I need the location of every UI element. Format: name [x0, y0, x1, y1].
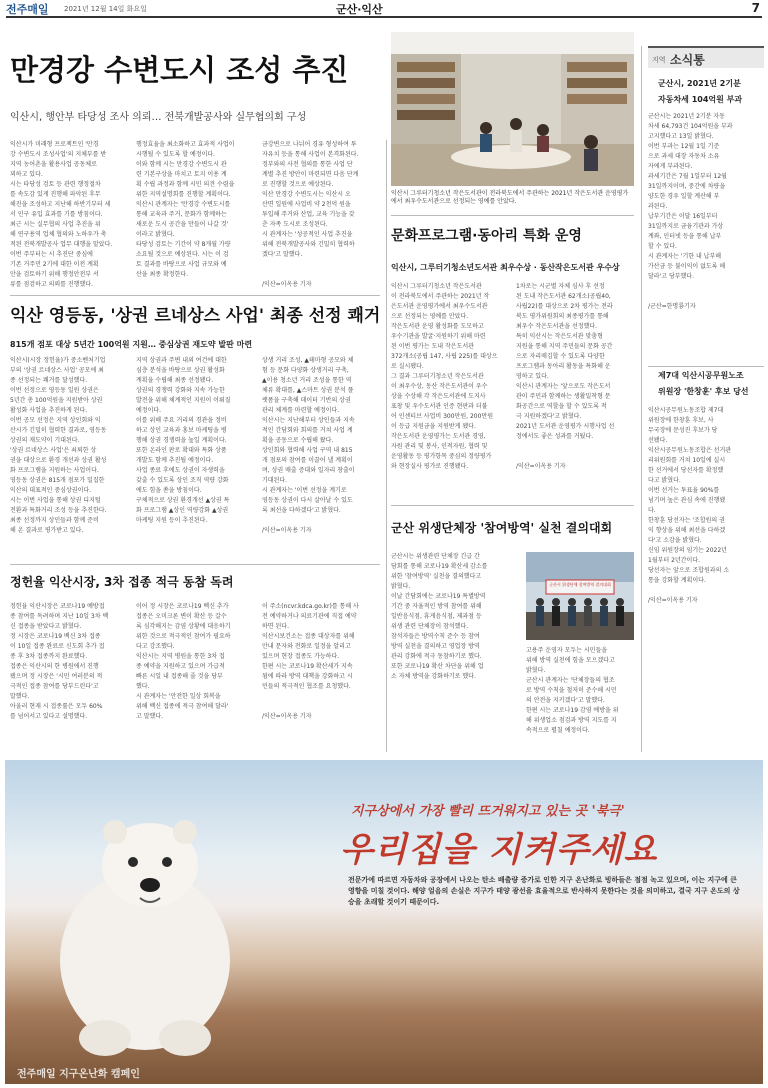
- text-line: 익산시가 미래형 프로젝트인 '만경: [10, 141, 99, 148]
- text-line: 위한 '참여방역' 실천을 결의했다고: [391, 573, 482, 580]
- text-line: 익산시공무원노동조합 제7대: [648, 407, 724, 414]
- text-line: 표창 및 우수도서관 인증 현판과 더불: [391, 403, 488, 410]
- text-line: 일반음식점, 휴게음식점, 제과점 등: [391, 613, 482, 620]
- text-line: 이 전라북도에서 주관하는 2021년 작: [391, 293, 490, 300]
- text-line: 했다.: [136, 683, 150, 690]
- article1-col3: [262, 140, 377, 290]
- text-line: 익산시 관계자는 '만경강 수변도시를: [136, 201, 231, 208]
- text-line: 선됐다.: [648, 437, 668, 444]
- article3-col3: [262, 602, 377, 752]
- text-line: 우수기관을 발굴·지원하기 위해 마련: [391, 333, 486, 340]
- gunsan-photo-image: [526, 552, 634, 640]
- ad-tagline: 지구상에서 가장 빨리 뜨거워지고 있는 곳 '북극': [351, 804, 625, 819]
- text-line: 양도한 경우 일할 계산해 부: [648, 193, 720, 200]
- text-line: 말했다.: [10, 693, 30, 700]
- text-line: 획을 공동으로 수립해 왔다.: [262, 437, 334, 444]
- text-line: 전환과 특화거리 조성 등을 추진한다.: [10, 507, 107, 514]
- text-line: 한편 시는 코로나19 확산세가 지속: [262, 663, 353, 670]
- text-line: 이를 위해 주요 거리의 경관을 정비: [136, 417, 227, 424]
- text-line: 이번 부과는 12월 1일 기준: [648, 143, 720, 150]
- text-line: 익산 만경강 수변도시는 익산시 오: [262, 191, 351, 198]
- text-line: 다고 밝혔다.: [648, 477, 681, 484]
- text-line: 이어 정 시장은 코로나19 백신 추가: [136, 603, 229, 610]
- text-line: 예정이다.: [136, 407, 162, 414]
- text-line: 군산시는 2021년 2기분 자동: [648, 113, 725, 120]
- text-line: 화 프로그램을 지원하는 사업이다.: [10, 467, 99, 474]
- text-line: 기간 중 자율적인 방역 참여를 위해: [391, 603, 482, 610]
- text-line: [526, 736, 634, 746]
- text-line: 금강변으로 나뉘어 경유 형성하여 투: [262, 141, 357, 148]
- text-line: 투입해 주거와 산업, 교육 기능을 갖: [262, 211, 355, 218]
- article2-subhead: 815개 점포 대상 5년간 100억원 지원… 중심상권 재도약 발판 마련: [10, 340, 253, 349]
- text-line: 민들의 적극적인 협조를 요청했다.: [262, 683, 351, 690]
- text-line: 됐으며 정 시장은 '시민 여러분의 적: [10, 673, 103, 680]
- text-line: 고용주 운영자 모두는 시민들을: [526, 647, 608, 654]
- text-line: 로 진행할 것으로 예상된다.: [262, 181, 334, 188]
- text-line: 화 프로그램 ▲상인 역량강화 ▲상권: [136, 507, 229, 514]
- text-line: 전 예약하거나 의료기관에 직접 예약: [262, 613, 357, 620]
- text-line: 으로 선정되는 영예를 안았다.: [391, 313, 469, 320]
- gunsan-headline: 군산 위생단체장 '참여방역' 실천 결의대회: [391, 521, 613, 535]
- text-line: 자유치 등을 통해 사업이 본격화된다.: [262, 151, 359, 158]
- text-line: 한창훈 당선자는 '조합원의 권: [648, 517, 725, 524]
- text-line: 안내 문자와 전화로 일정을 알리고: [262, 643, 351, 650]
- article3-col2: [136, 602, 251, 752]
- text-line: 자원 관리 및 봉사, 인적자원, 협력 및: [391, 443, 488, 450]
- text-line: 이와 함께 시는 만경강 수변도시 관: [136, 161, 227, 168]
- text-line: 통해 교육과 주거, 문화가 함께하는: [136, 211, 227, 218]
- page-number: 7: [751, 1, 760, 15]
- text-line: 1차로는 시군별 자체 심사 후 선정: [516, 283, 605, 290]
- text-line: 상생 거리 조성, ▲테마형 공모와 체: [262, 357, 354, 364]
- text-line: 한편 시는 코로나19 감염 예방을 위: [526, 707, 619, 714]
- text-line: 위한 지역설명회를 진행할 계획이다.: [136, 191, 231, 198]
- text-line: 이라고 밝혔다.: [136, 231, 175, 238]
- library-photo: [391, 32, 634, 186]
- text-line: 계좌, 인터넷 등을 통해 납부: [648, 233, 722, 240]
- sidebar-title: 소식통: [670, 53, 705, 67]
- gunsan-col1: [391, 552, 519, 752]
- article2-col3: [262, 356, 377, 556]
- text-line: 밝혔다.: [391, 583, 411, 590]
- text-line: 와 현장실사 평가로 진행됐다.: [391, 463, 469, 470]
- text-line: 권을 대상으로 환경 개선과 상권 활성: [10, 457, 107, 464]
- text-line: 익산시는 지역 병원을 통한 3차 접: [136, 653, 225, 660]
- text-line: 관리 강화에 적극 동참하기로 했다.: [391, 653, 482, 660]
- text-line: 상권의 경쟁력 강화와 지속 가능한: [136, 387, 225, 394]
- text-line: 31일까지로 금융기관과 가상: [648, 223, 724, 230]
- divider: [391, 215, 634, 216]
- text-line: [136, 280, 251, 290]
- article2-headline: 익산 영등동, '상권 르네상스 사업' 최종 선정 쾌거: [10, 306, 381, 326]
- text-line: 정 시장은 코로나19 백신 3차 접종: [10, 633, 101, 640]
- text-line: [262, 270, 377, 280]
- text-line: 익산시공무원노동조합은 선거관: [648, 447, 732, 454]
- text-line: 의 안전을 지키겠다'고 말했다.: [526, 697, 605, 704]
- sidebar-label: 지역: [652, 56, 666, 64]
- text-line: 익산시 그루터기청소년 작은도서관: [391, 283, 482, 290]
- sidebar-item2-title-line: 제7대 익산시공무원노조: [658, 371, 744, 380]
- sidebar-news: [648, 46, 764, 758]
- text-line: 북도 평가위원회의 최종평가를 통해: [516, 313, 609, 320]
- text-line: [262, 702, 377, 712]
- text-line: 심층 분석을 바탕으로 상권 활성화: [136, 367, 225, 374]
- text-line: [516, 442, 634, 452]
- divider: [391, 505, 634, 506]
- sidebar-item1-title: [658, 76, 764, 108]
- sidebar-item2-body: [648, 406, 764, 616]
- text-line: 밝혔다.: [526, 667, 546, 674]
- sidebar-item2-title: [658, 368, 764, 400]
- library-photo-image: [391, 32, 634, 186]
- text-line: 자에게 부과된다.: [648, 163, 693, 170]
- text-line: [648, 282, 764, 292]
- text-line: 익산시는 지난해부터 상인들과 지속: [262, 417, 355, 424]
- text-line: 31일까지이며, 중간에 차량을: [648, 183, 726, 190]
- article1-headline: 만경강 수변도시 조성 추진: [10, 53, 349, 87]
- text-line: 시 관계자는 '성공적인 사업 추진을: [262, 231, 353, 238]
- text-line: 구체적으로 상권 환경개선 ▲상권 특: [136, 497, 230, 504]
- text-line: 행정효율을 최소화하고 효과적 사업이: [136, 141, 235, 148]
- culture-subhead: 익산시, 그루터기청소년도서관 최우수상 · 동산작은도서관 우수상: [391, 263, 620, 272]
- gunsan-photo-banner: 군산시 위생단체 참여방역 결의대회: [549, 582, 611, 587]
- text-line: 익산시 관계자는 '앞으로도 작은도서: [516, 383, 611, 390]
- culture-col1: [391, 282, 509, 482]
- text-line: 류를 점검하고 의뢰를 진행했다.: [10, 281, 93, 288]
- article1-col1: [10, 140, 125, 290]
- text-line: 영등동 상권이 다시 살아날 수 있도: [262, 497, 353, 504]
- text-line: 작은도서관 운영 활성화를 도모하고: [391, 323, 484, 330]
- text-line: 종 참여를 독려하며 지난 10일 3차 백: [10, 613, 109, 620]
- text-line: 신 접종을 받았다고 밝혔다.: [10, 623, 82, 630]
- text-line: 한 선거에서 당선자를 확정했: [648, 467, 724, 474]
- text-line: 영하고 있다.: [516, 373, 549, 380]
- text-line: 넘기며 높은 관심 속에 진행됐: [648, 497, 726, 504]
- sidebar-item1-title-line: 자동차세 104억원 부과: [658, 95, 743, 104]
- text-line: 이 등급 지원금을 지원받게 됐다.: [391, 423, 476, 430]
- text-line: 소요될 것으로 예상된다. 시는 이 검: [136, 251, 229, 258]
- text-line: 춘 자족 도시로 조성된다.: [262, 221, 328, 228]
- text-line: 이날 간담회에는 코로나19 특별방역: [391, 593, 486, 600]
- article1-col2: [136, 140, 251, 290]
- text-line: 부의 '상권 르네상스 사업' 공모에 최: [10, 367, 104, 374]
- text-line: [648, 586, 764, 596]
- text-line: 다'고 소감을 밝혔다.: [648, 537, 702, 544]
- text-line: 위해 백신 접종에 적극 참여해 달라': [136, 703, 229, 710]
- sidebar-item1-body: [648, 112, 764, 322]
- text-line: 화공간으로 역할을 할 수 있도록 적: [516, 403, 607, 410]
- text-line: [262, 516, 377, 526]
- text-line: 새로운 도시 공간을 만들어 나갈 것': [136, 221, 229, 228]
- text-line: 2021년 도서관 운영평가 시행사업 선: [516, 423, 615, 430]
- text-line: 시 관계자는 '안전한 일상 회복을: [136, 693, 221, 700]
- text-line: 발전을 위해 체계적인 지원이 이뤄질: [136, 397, 231, 404]
- text-line: 과세기간은 7월 1일부터 12월: [648, 173, 727, 180]
- text-line: 담회를 통해 코로나19 확산세 감소를: [391, 563, 488, 570]
- text-line: 참석자들은 방역수칙 준수 등 참여: [391, 633, 480, 640]
- text-line: [262, 260, 377, 270]
- text-line: /익산=이옥용 기자: [262, 281, 312, 288]
- text-line: 이번 선거는 투표율 90%를: [648, 487, 720, 494]
- text-line: 방역 실천을 결의하고 영업장 방역: [391, 643, 480, 650]
- text-line: 해진을 조성하고 지난해 하반기부터 세: [10, 201, 111, 208]
- text-line: 가산금 등 불이익이 없도록 해: [648, 263, 726, 270]
- text-line: 위해 방역 실천에 힘을 모으겠다고: [526, 657, 615, 664]
- text-line: 최종 선정까지 상인들과 함께 준비: [10, 517, 99, 524]
- text-line: 익산시(시장 정헌율)가 중소벤처기업: [10, 357, 106, 364]
- text-line: 지역 농어촌을 활용사업 공동체로: [10, 161, 97, 168]
- text-line: 위해 전북개발공사와 긴밀히 협력하: [262, 241, 355, 248]
- text-line: [516, 452, 634, 462]
- text-line: 활성화 사업을 추진하게 된다.: [10, 407, 88, 414]
- text-line: 위원장에 한창훈 후보, 사: [648, 417, 714, 424]
- text-line: 산을 최종 확정한다.: [136, 271, 189, 278]
- text-line: /익산=이옥용 기자: [648, 597, 698, 604]
- text-line: 산시가 긴밀히 협력한 결과로, 영등동: [10, 427, 107, 434]
- article3-col1: [10, 602, 125, 752]
- text-line: 신임 위원장의 임기는 2022년: [648, 547, 727, 554]
- text-line: 은도서관 운영평가에서 최우수도서관: [391, 303, 488, 310]
- polar-bear-illustration: [45, 770, 245, 1070]
- text-line: [262, 692, 377, 702]
- text-line: 특히 익산시는 작은도서관 맞춤형: [516, 333, 603, 340]
- text-line: 된 이번 평가는 도내 작은도서관: [391, 343, 474, 350]
- text-line: 강 수변도시 조성사업'의 지체부를 받: [10, 151, 107, 158]
- text-line: 시는 타당성 검토 등 관련 행정절차: [10, 181, 101, 188]
- text-line: 아울러 현재 시 접종률은 모두 60%: [10, 703, 103, 710]
- text-line: 372개소(공립 147, 사립 225)를 대상으: [391, 353, 498, 360]
- text-line: 에도 힘을 쏟을 방침이다.: [136, 487, 202, 494]
- text-line: [648, 292, 764, 302]
- text-line: 할 수 있다.: [648, 243, 677, 250]
- text-line: 접종은 익산시의 한 병원에서 진행: [10, 663, 99, 670]
- text-line: 로 방역 수칙을 철저히 준수해 시민: [526, 687, 617, 694]
- text-line: 록 심각해지는 감염 상황에 대응하기: [136, 623, 231, 630]
- text-line: 시 관계자는 '이번 선정을 계기로: [262, 487, 347, 494]
- text-line: 를 속도감 있게 진행해 파악된 후무: [10, 191, 101, 198]
- library-photo-caption: 익산시 그루터기청소년 작은도서관이 전라북도에서 주관하는 2021년 작은도서관 운영평가에서 최우수도서관으로 선정되는 영예를 안았다.: [391, 190, 629, 205]
- text-line: 군산시는 위생관련 단체장 긴급 간: [391, 553, 480, 560]
- text-line: 를 넘어서고 있다고 설명했다.: [10, 713, 88, 720]
- text-line: 위한 것으로 적극적인 참여가 필요하: [136, 633, 231, 640]
- gunsan-photo: [526, 552, 634, 640]
- text-line: /익산=이옥용 기자: [262, 527, 312, 534]
- text-line: 하고 상인 교육과 홍보 마케팅을 병: [136, 427, 227, 434]
- text-line: 사립22)를 대상으로 2차 평가는 전라: [516, 303, 613, 310]
- climate-ad: [5, 760, 763, 1084]
- text-line: 익산의 대표적인 중심상권이다.: [10, 487, 92, 494]
- text-line: 접종은 오미크론 변이 확산 등 갈수: [136, 613, 227, 620]
- text-line: /군산=한명룡기자: [648, 303, 696, 310]
- text-line: 기대된다.: [262, 477, 288, 484]
- text-line: 다.: [648, 507, 656, 514]
- text-line: 무국장에 문성진 후보가 당: [648, 427, 718, 434]
- text-line: 정헌율 익산시장은 코로나19 예방접: [10, 603, 105, 610]
- masthead: [6, 0, 762, 18]
- text-line: 서 인구 유입 효과를 기를 방침이다.: [10, 211, 103, 218]
- text-line: 정부와의 사전 협의를 통한 사업 단: [262, 161, 353, 168]
- text-line: 관리 체계를 마련할 예정이다.: [262, 407, 340, 414]
- text-line: 과된다.: [648, 203, 668, 210]
- text-line: '상권 르네상스 사업'은 쇠퇴한 상: [10, 447, 97, 454]
- text-line: 랫폼을 구축해 데이터 기반의 상권: [262, 397, 351, 404]
- divider: [10, 295, 380, 296]
- text-line: 획 수립 과정과 함께 시민 의견 수렴을: [136, 181, 235, 188]
- ad-headline: 우리집을 지켜주세요: [340, 830, 658, 870]
- text-line: 위생 관련 단체장이 참석했다.: [391, 623, 469, 630]
- text-line: 그 결과 그루터기청소년 작은도서관: [391, 373, 484, 380]
- text-line: 록 최선을 다하겠다'고 밝혔다.: [262, 507, 341, 514]
- text-line: ▲이용 청소년 거리 조성을 통한 역: [262, 377, 352, 384]
- text-line: 상인회와 협력해 사업 구역 내 815: [262, 447, 353, 454]
- text-line: 납부기간은 이달 16일부터: [648, 213, 718, 220]
- text-line: 통을 강화할 계획이다.: [648, 577, 706, 584]
- divider: [10, 564, 380, 565]
- text-line: 프로그램과 동아리 활동을 특화해 운: [516, 363, 611, 370]
- text-line: 어 인센티브 사업비 300만원, 200만원: [391, 413, 493, 420]
- text-line: 지원을 통해 지역 주민들의 문화 공간: [516, 343, 613, 350]
- gunsan-col2: [526, 646, 634, 752]
- text-line: 사업 종료 후에도 상권이 자생력을: [136, 467, 225, 474]
- text-line: 해 위생업소 점검과 방역 지도를 지: [526, 717, 617, 724]
- text-line: 극적인 접종 참여를 당부드린다'고: [10, 683, 99, 690]
- text-line: /익산=이옥용 기자: [262, 713, 312, 720]
- text-line: 고지했다고 13일 밝혔다.: [648, 133, 714, 140]
- text-line: [526, 746, 634, 756]
- text-line: 극 지원하겠다'고 밝혔다.: [516, 413, 582, 420]
- text-line: 이번 선정으로 영등동 일원 상권은: [10, 387, 99, 394]
- text-line: 있으며 현장 접종도 가능하다.: [262, 653, 340, 660]
- text-line: 기존 거주민 2기에 대한 이전 계획: [10, 261, 99, 268]
- issue-date: 2021년 12월 14일 화요일: [64, 5, 147, 13]
- text-line: 시는 이번 사업을 통해 상권 디지털: [10, 497, 101, 504]
- text-line: 겠다'고 말했다.: [262, 251, 303, 258]
- text-line: 이 주소(ncvr.kdca.go.kr)를 통해 사: [262, 603, 359, 610]
- text-line: 련 기본구상을 마치고 토지 이용 계: [136, 171, 227, 178]
- divider: [648, 366, 764, 367]
- text-line: 갖출 수 있도록 상인 조직 역량 강화: [136, 477, 229, 484]
- text-line: 산면 일원에 사업비 약 2천억 원을: [262, 201, 351, 208]
- sidebar-item1-title-line: 군산시, 2021년 2기분: [658, 79, 741, 88]
- text-line: 적인 간담회와 회의를 거쳐 사업 계: [262, 427, 353, 434]
- sidebar-header: [648, 46, 764, 68]
- text-line: 차세 64,793건 104억원을 부과: [648, 123, 733, 130]
- text-line: 영등동 상권은 815개 점포가 밀집한: [10, 477, 105, 484]
- text-line: 빠른 시일 내 접종해 줄 것을 당부: [136, 673, 223, 680]
- column-divider: [641, 46, 642, 752]
- text-line: 해 연구용역 업체 협의와 노하우가 축: [10, 231, 107, 238]
- text-line: 으로 과세 대장 자동차 소유: [648, 153, 720, 160]
- text-line: 이번 주부터는 시 추진단 중심에: [10, 251, 93, 258]
- text-line: 체류 확대를, ▲스마트 상권 분석 플: [262, 387, 354, 394]
- text-line: 다고 강조했다.: [136, 643, 175, 650]
- text-line: 됨에 따라 방역 대책을 강화하고 시: [262, 673, 353, 680]
- text-line: 1월부터 2년간이다.: [648, 557, 701, 564]
- sidebar-item2-title-line: 위원장 '한창훈' 후보 당선: [658, 387, 749, 396]
- text-line: 계별 추진 방안이 마련되면 다음 단계: [262, 171, 359, 178]
- text-line: 안을 검토하기 위해 행정안전부 서: [10, 271, 99, 278]
- text-line: 익 향상을 위해 최선을 다하겠: [648, 527, 726, 534]
- text-line: 행해 상권 경쟁력을 높일 계획이다.: [136, 437, 227, 444]
- text-line: 해 온 결과로 평가받고 있다.: [10, 527, 84, 534]
- section-title: 군산·익산: [336, 3, 383, 16]
- text-line: 이번 공모 선정은 지역 상인회와 익: [10, 417, 101, 424]
- ad-watermark: 전주매일 지구온난화 캠페인: [17, 1069, 140, 1080]
- article2-col1: [10, 356, 125, 556]
- text-line: 또한 코로나19 확산 차단을 위해 업: [391, 663, 484, 670]
- text-line: 상권의 재도약이 기대된다.: [10, 437, 80, 444]
- text-line: 적된 전북개발공사 업무 대행을 맡았다.: [10, 241, 113, 248]
- text-line: 또한 온라인 판로 확대와 특화 상품: [136, 447, 227, 454]
- text-line: 종 후 3차 접종까지 완료했다.: [10, 653, 88, 660]
- text-line: 이 최우수상, 동산 작은도서관이 우수: [391, 383, 488, 390]
- text-line: 리위원회를 거쳐 10일에 실시: [648, 457, 726, 464]
- text-line: 5년간 총 100억원을 지원받아 상권: [10, 397, 103, 404]
- text-line: 상을 수상해 각 작은도서관에 도지사: [391, 393, 486, 400]
- text-line: 된 도내 작은도서관 62개소(공립40,: [516, 293, 611, 300]
- text-line: 으로 자리매김할 수 있도록 다양한: [516, 353, 605, 360]
- text-line: 계획을 수립해 최종 선정됐다.: [136, 377, 214, 384]
- article2-col2: [136, 356, 251, 556]
- article1-subhead: 익산시, 행안부 타당성 조사 의뢰… 전북개발공사와 실무협의회 구성: [10, 112, 307, 123]
- text-line: 지역 상권과 주변 내외 여건에 대한: [136, 357, 227, 364]
- text-line: 마케팅 지원 등이 추진된다.: [136, 517, 208, 524]
- text-line: 토 결과를 바탕으로 사업 규모와 예: [136, 261, 227, 268]
- culture-col2: [516, 282, 634, 482]
- text-line: 최우수 작은도서관을 선정했다.: [516, 323, 598, 330]
- text-line: 군산시 관계자는 '단체장들의 협조: [526, 677, 615, 684]
- text-line: 최근 시는 실무협의 사업 추진을 위: [10, 221, 101, 228]
- text-line: 고 말했다.: [136, 713, 163, 720]
- text-line: 관이 주민과 함께하는 생활밀착형 문: [516, 393, 611, 400]
- newspaper-logo: 전주매일: [6, 3, 49, 16]
- text-line: 속적으로 펼칠 예정이다.: [526, 727, 590, 734]
- text-line: 타당성 검토는 기간이 약 8개월 가량: [136, 241, 231, 248]
- text-line: 정에서도 좋은 성과를 거뒀다.: [516, 433, 594, 440]
- text-line: 험 등 문화 다양화 상생거리 구축,: [262, 367, 349, 374]
- text-line: 시행될 수 있도록 할 예정이다.: [136, 151, 216, 158]
- culture-headline: 문화프로그램·동아리 특화 운영: [391, 228, 582, 244]
- text-line: 시 관계자는 '기한 내 납부해: [648, 253, 722, 260]
- text-line: 달라'고 당부했다.: [648, 273, 695, 280]
- text-line: 개발도 함께 추진될 예정이다.: [136, 457, 214, 464]
- text-line: 소 자체 방역을 강화하기로 했다.: [391, 673, 476, 680]
- text-line: 꾀하고 있다.: [10, 171, 43, 178]
- text-line: 당선자는 앞으로 조합원과의 소: [648, 567, 730, 574]
- text-line: 운영활동 등 평가항목 중심의 정량평가: [391, 453, 492, 460]
- text-line: 이 10일 접종 완료로 신도회 추가 접: [10, 643, 105, 650]
- column-divider: [386, 140, 387, 752]
- text-line: 종 선정되는 쾌거를 달성했다.: [10, 377, 88, 384]
- text-line: 하면 된다.: [262, 623, 289, 630]
- text-line: 종 예약을 지원하고 있으며 가급적: [136, 663, 225, 670]
- text-line: 익산시보건소는 접종 대상자를 위해: [262, 633, 355, 640]
- text-line: /익산=이옥용 기자: [516, 463, 566, 470]
- article3-headline: 정헌율 익산시장, 3차 접종 적극 동참 독려: [10, 575, 234, 589]
- text-line: 작은도서관 운영평가는 도서관 경영,: [391, 433, 486, 440]
- text-line: 개 점포의 참여를 이끌어 낼 계획이: [262, 457, 353, 464]
- text-line: 며, 상권 매출 증대와 일자리 창출이: [262, 467, 355, 474]
- text-line: 로 실시됐다.: [391, 363, 424, 370]
- ad-body-text: 전문가에 따르면 자동차와 공장에서 나오는 탄소 배출량 증가로 인한 지구 온난화로 빙하들은 점점 녹고 있으며, 이는 지구에 큰 영향을 미칠 것이다. 해양 얼음의 손실은 지구가 태양 광선을 효율적으로 반사하지 못한다는 것을 의미하고, 결국 지구 온도의 상승을 초래할 것이기 때문이다.: [348, 876, 740, 906]
